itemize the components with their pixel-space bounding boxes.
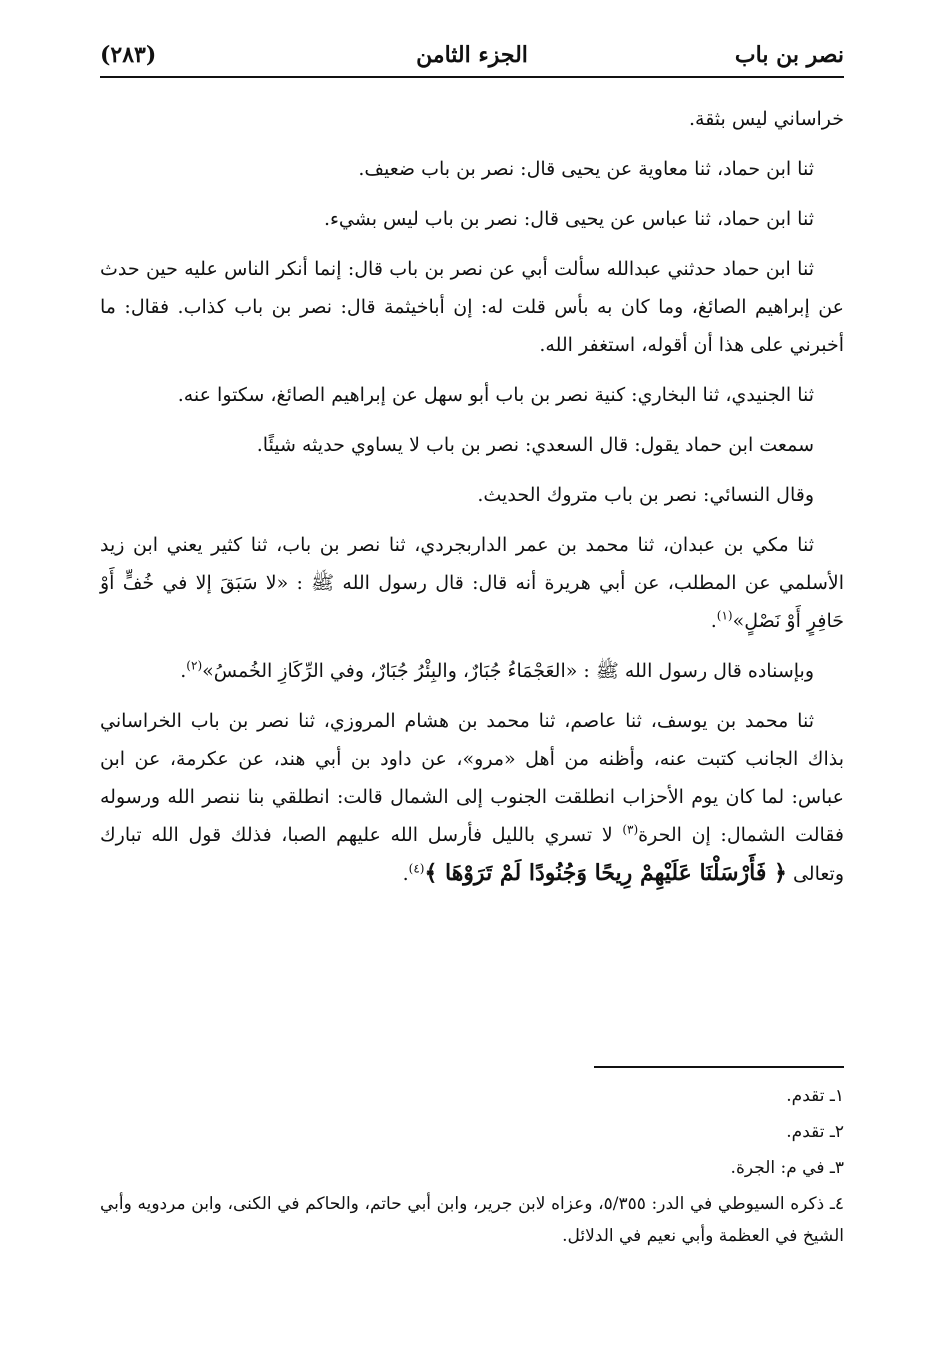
hadith-text: ثنا مكي بن عبدان، ثنا محمد بن عمر الداربجردي، ثنا نصر بن باب، ثنا كثير يعني ابن زيد الأسلمي عن المطلب، عن أبي هريرة أنه قال: قال رسول الله ﷺ : «لا سَبَقَ إلا في خُفٍّ أَوْ حَافِرٍ أَوْ نَصْلٍ» — [100, 534, 844, 632]
footnotes — [100, 1080, 844, 1256]
sentence-end: . — [710, 610, 717, 632]
footnote-separator — [594, 1066, 844, 1068]
narration-text: ثنا محمد بن يوسف، ثنا عاصم، ثنا محمد بن هشام المروزي، ثنا نصر بن باب الخراساني بذاك الجانب كتبت عنه، وأظنه من أهل «مرو»، عن داود بن أبي هند، عن عكرمة، عن ابن عباس: لما كان يوم الأحزاب انطلقت الجنوب إلى الشمال قالت: انطلقي بنا ننصر الله ورسوله فقالت الشمال: إن الحرة — [100, 710, 844, 846]
page-number: (٢٨٣) — [100, 42, 157, 68]
footnote-marker: (١) — [716, 608, 733, 623]
footnote-marker: (٣) — [622, 822, 639, 837]
paragraph: وقال النسائي: نصر بن باب متروك الحديث. — [477, 484, 814, 506]
narration-paragraph — [100, 702, 844, 893]
footnote: ٢ـ تقدم. — [786, 1122, 844, 1142]
paragraph: ثنا ابن حماد حدثني عبدالله سألت أبي عن نصر بن باب قال: إنما أنكر الناس عليه حين حدث عن إبراهيم الصائغ، وما كان به بأس قلت له: إن أباخيثمة قال: نصر بن باب كذاب. فقال: ما أخبرني على هذا أن أقوله، استغفر الله. — [100, 258, 844, 356]
footnote: ٤ـ ذكره السيوطي في الدر: ٥/٣٥٥، وعزاه لابن جرير، وابن أبي حاتم، والحاكم في الكنى، وابن مردويه وأبي الشيخ في العظمة وأبي نعيم في الدلائل. — [100, 1194, 844, 1246]
header-rule — [100, 76, 844, 78]
sentence-end: . — [180, 660, 187, 682]
footnote-marker: (٤) — [408, 861, 425, 876]
sentence-end: . — [402, 863, 409, 885]
isnad-paragraph — [100, 652, 844, 690]
paragraph: خراساني ليس بثقة. — [688, 108, 844, 130]
footnote: ٣ـ في م: الجرة. — [730, 1158, 844, 1178]
paragraph: سمعت ابن حماد يقول: قال السعدي: نصر بن باب لا يساوي حديثه شيئًا. — [256, 434, 814, 456]
volume-title: الجزء الثامن — [416, 42, 528, 68]
paragraph: ثنا الجنيدي، ثنا البخاري: كنية نصر بن باب أبو سهل عن إبراهيم الصائغ، سكتوا عنه. — [177, 384, 814, 406]
narration-text-cont: لا تسري بالليل فأرسل الله عليهم الصبا، فذلك قول الله تبارك وتعالى — [100, 824, 844, 885]
running-section-title: نصر بن باب — [734, 42, 844, 68]
paragraph: ثنا ابن حماد، ثنا معاوية عن يحيى قال: نصر بن باب ضعيف. — [358, 158, 814, 180]
isnad-text: وبإسناده قال رسول الله ﷺ : «العَجْمَاءُ جُبَارٌ، والبِئْرُ جُبَارٌ، وفي الرِّكَازِ الخُمسُ» — [202, 660, 814, 682]
main-text — [100, 100, 844, 905]
footnote: ١ـ تقدم. — [786, 1086, 844, 1106]
paragraph: ثنا ابن حماد، ثنا عباس عن يحيى قال: نصر بن باب ليس بشيء. — [323, 208, 814, 230]
footnote-marker: (٢) — [186, 658, 203, 673]
hadith-paragraph — [100, 526, 844, 640]
quran-verse: ﴿ فَأَرْسَلْنَا عَلَيْهِمْ رِيحًا وَجُنُودًا لَمْ تَرَوْهَا ﴾ — [424, 860, 787, 886]
page-header — [100, 36, 844, 76]
